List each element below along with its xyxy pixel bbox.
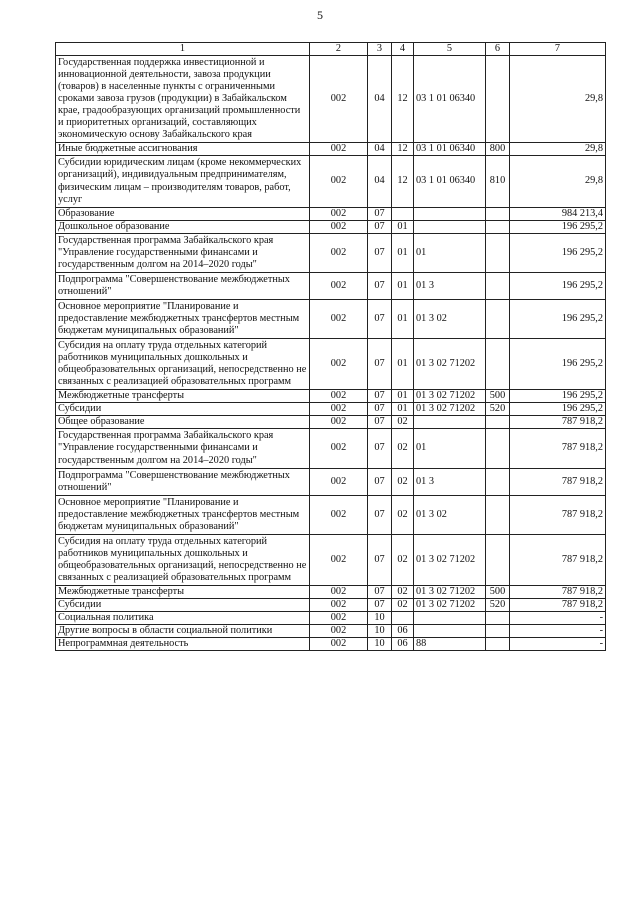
amount: 196 295,2 bbox=[510, 339, 606, 390]
ministry-code: 002 bbox=[310, 207, 368, 220]
target-article-code bbox=[414, 625, 486, 638]
header-cell: 5 bbox=[414, 43, 486, 56]
subsection-code: 02 bbox=[392, 599, 414, 612]
amount: 196 295,2 bbox=[510, 233, 606, 272]
page-number: 5 bbox=[317, 8, 323, 22]
subsection-code: 06 bbox=[392, 638, 414, 651]
amount: 984 213,4 bbox=[510, 207, 606, 220]
subsection-code: 01 bbox=[392, 299, 414, 338]
subsection-code: 02 bbox=[392, 585, 414, 598]
expense-type-code bbox=[486, 612, 510, 625]
subsection-code: 06 bbox=[392, 625, 414, 638]
ministry-code: 002 bbox=[310, 156, 368, 207]
table-row bbox=[56, 299, 606, 338]
expense-type-code bbox=[486, 468, 510, 495]
section-code: 07 bbox=[368, 416, 392, 429]
section-code: 07 bbox=[368, 207, 392, 220]
amount: 787 918,2 bbox=[510, 599, 606, 612]
ministry-code: 002 bbox=[310, 233, 368, 272]
section-code: 07 bbox=[368, 429, 392, 468]
subsection-code: 01 bbox=[392, 390, 414, 403]
subsection-code: 01 bbox=[392, 272, 414, 299]
row-name: Социальная политика bbox=[56, 612, 310, 625]
header-cell: 6 bbox=[486, 43, 510, 56]
ministry-code: 002 bbox=[310, 585, 368, 598]
amount: 787 918,2 bbox=[510, 416, 606, 429]
row-name: Государственная программа Забайкальского края "Управление государственными финансами и государственным долгом на 2014–2020 годы" bbox=[56, 233, 310, 272]
table-row bbox=[56, 339, 606, 390]
ministry-code: 002 bbox=[310, 403, 368, 416]
ministry-code: 002 bbox=[310, 638, 368, 651]
expense-type-code bbox=[486, 416, 510, 429]
row-name: Субсидии bbox=[56, 403, 310, 416]
table-row bbox=[56, 207, 606, 220]
target-article-code bbox=[414, 220, 486, 233]
target-article-code bbox=[414, 207, 486, 220]
expense-type-code bbox=[486, 56, 510, 143]
table-row bbox=[56, 468, 606, 495]
target-article-code: 01 3 02 bbox=[414, 299, 486, 338]
section-code: 07 bbox=[368, 339, 392, 390]
amount: 196 295,2 bbox=[510, 390, 606, 403]
section-code: 04 bbox=[368, 156, 392, 207]
table-row bbox=[56, 233, 606, 272]
table-row bbox=[56, 585, 606, 598]
expense-type-code bbox=[486, 625, 510, 638]
target-article-code: 03 1 01 06340 bbox=[414, 56, 486, 143]
amount: 787 918,2 bbox=[510, 429, 606, 468]
expense-type-code bbox=[486, 339, 510, 390]
amount: 196 295,2 bbox=[510, 403, 606, 416]
target-article-code: 01 3 02 71202 bbox=[414, 403, 486, 416]
subsection-code: 01 bbox=[392, 339, 414, 390]
subsection-code: 02 bbox=[392, 416, 414, 429]
target-article-code: 01 3 02 71202 bbox=[414, 599, 486, 612]
ministry-code: 002 bbox=[310, 339, 368, 390]
amount: 787 918,2 bbox=[510, 585, 606, 598]
amount: 196 295,2 bbox=[510, 272, 606, 299]
subsection-code bbox=[392, 612, 414, 625]
target-article-code: 01 3 02 71202 bbox=[414, 534, 486, 585]
section-code: 07 bbox=[368, 585, 392, 598]
expense-type-code bbox=[486, 272, 510, 299]
target-article-code: 01 3 02 bbox=[414, 495, 486, 534]
expense-type-code: 520 bbox=[486, 403, 510, 416]
budget-table bbox=[55, 42, 606, 651]
section-code: 07 bbox=[368, 403, 392, 416]
ministry-code: 002 bbox=[310, 220, 368, 233]
subsection-code: 12 bbox=[392, 156, 414, 207]
table-row bbox=[56, 56, 606, 143]
subsection-code: 02 bbox=[392, 495, 414, 534]
amount: 29,8 bbox=[510, 143, 606, 156]
row-name: Межбюджетные трансферты bbox=[56, 585, 310, 598]
row-name: Образование bbox=[56, 207, 310, 220]
row-name: Подпрограмма "Совершенствование межбюджетных отношений" bbox=[56, 272, 310, 299]
row-name: Основное мероприятие "Планирование и предоставление межбюджетных трансфертов местным бюджетам муниципальных образований" bbox=[56, 299, 310, 338]
table-row bbox=[56, 495, 606, 534]
table-row bbox=[56, 156, 606, 207]
row-name: Дошкольное образование bbox=[56, 220, 310, 233]
row-name: Государственная поддержка инвестиционной и инновационной деятельности, завоза продукции (товаров) в населенные пункты с ограниченными сроками завоза грузов (продукции) в Забайкальском крае, градообразующих организаций промышленности и приоритетных организаций, составляющих экономическую основу Забайкальского края bbox=[56, 56, 310, 143]
row-name: Субсидии bbox=[56, 599, 310, 612]
table-row bbox=[56, 612, 606, 625]
header-cell: 1 bbox=[56, 43, 310, 56]
header-cell: 7 bbox=[510, 43, 606, 56]
expense-type-code: 800 bbox=[486, 143, 510, 156]
ministry-code: 002 bbox=[310, 599, 368, 612]
target-article-code: 01 3 02 71202 bbox=[414, 390, 486, 403]
subsection-code: 01 bbox=[392, 403, 414, 416]
expense-type-code bbox=[486, 299, 510, 338]
expense-type-code: 500 bbox=[486, 585, 510, 598]
section-code: 10 bbox=[368, 638, 392, 651]
row-name: Общее образование bbox=[56, 416, 310, 429]
row-name: Субсидия на оплату труда отдельных категорий работников муниципальных дошкольных и общеобразовательных организаций, непосредственно не связанных с реализацией образовательных программ bbox=[56, 339, 310, 390]
amount: 787 918,2 bbox=[510, 495, 606, 534]
ministry-code: 002 bbox=[310, 416, 368, 429]
table-row bbox=[56, 403, 606, 416]
target-article-code: 03 1 01 06340 bbox=[414, 143, 486, 156]
target-article-code: 01 3 02 71202 bbox=[414, 339, 486, 390]
row-name: Субсидии юридическим лицам (кроме некоммерческих организаций), индивидуальным предпринимателям, физическим лицам – производителям товаров, работ, услуг bbox=[56, 156, 310, 207]
amount: 787 918,2 bbox=[510, 468, 606, 495]
section-code: 07 bbox=[368, 220, 392, 233]
section-code: 07 bbox=[368, 599, 392, 612]
subsection-code: 02 bbox=[392, 534, 414, 585]
ministry-code: 002 bbox=[310, 56, 368, 143]
table-row bbox=[56, 429, 606, 468]
table-row bbox=[56, 534, 606, 585]
table-row bbox=[56, 625, 606, 638]
target-article-code: 88 bbox=[414, 638, 486, 651]
row-name: Непрограммная деятельность bbox=[56, 638, 310, 651]
section-code: 04 bbox=[368, 143, 392, 156]
ministry-code: 002 bbox=[310, 299, 368, 338]
amount: 196 295,2 bbox=[510, 299, 606, 338]
expense-type-code: 520 bbox=[486, 599, 510, 612]
amount: 196 295,2 bbox=[510, 220, 606, 233]
subsection-code bbox=[392, 207, 414, 220]
row-name: Субсидия на оплату труда отдельных категорий работников муниципальных дошкольных и общеобразовательных организаций, непосредственно не связанных с реализацией образовательных программ bbox=[56, 534, 310, 585]
target-article-code bbox=[414, 612, 486, 625]
section-code: 04 bbox=[368, 56, 392, 143]
expense-type-code: 500 bbox=[486, 390, 510, 403]
target-article-code bbox=[414, 416, 486, 429]
target-article-code: 01 3 bbox=[414, 468, 486, 495]
row-name: Подпрограмма "Совершенствование межбюджетных отношений" bbox=[56, 468, 310, 495]
section-code: 07 bbox=[368, 272, 392, 299]
expense-type-code bbox=[486, 207, 510, 220]
row-name: Межбюджетные трансферты bbox=[56, 390, 310, 403]
subsection-code: 02 bbox=[392, 468, 414, 495]
header-cell: 2 bbox=[310, 43, 368, 56]
expense-type-code bbox=[486, 233, 510, 272]
ministry-code: 002 bbox=[310, 468, 368, 495]
section-code: 07 bbox=[368, 534, 392, 585]
ministry-code: 002 bbox=[310, 390, 368, 403]
expense-type-code bbox=[486, 429, 510, 468]
ministry-code: 002 bbox=[310, 272, 368, 299]
amount: 29,8 bbox=[510, 156, 606, 207]
subsection-code: 01 bbox=[392, 233, 414, 272]
header-row bbox=[56, 43, 606, 56]
row-name: Другие вопросы в области социальной политики bbox=[56, 625, 310, 638]
row-name: Иные бюджетные ассигнования bbox=[56, 143, 310, 156]
table-row bbox=[56, 599, 606, 612]
ministry-code: 002 bbox=[310, 429, 368, 468]
target-article-code: 01 bbox=[414, 233, 486, 272]
section-code: 07 bbox=[368, 299, 392, 338]
expense-type-code bbox=[486, 220, 510, 233]
amount: - bbox=[510, 638, 606, 651]
section-code: 07 bbox=[368, 468, 392, 495]
ministry-code: 002 bbox=[310, 143, 368, 156]
header-cell: 3 bbox=[368, 43, 392, 56]
expense-type-code bbox=[486, 495, 510, 534]
header-cell: 4 bbox=[392, 43, 414, 56]
amount: - bbox=[510, 625, 606, 638]
table-row bbox=[56, 143, 606, 156]
expense-type-code bbox=[486, 638, 510, 651]
table-row bbox=[56, 220, 606, 233]
ministry-code: 002 bbox=[310, 534, 368, 585]
expense-type-code bbox=[486, 534, 510, 585]
section-code: 07 bbox=[368, 233, 392, 272]
subsection-code: 12 bbox=[392, 143, 414, 156]
subsection-code: 12 bbox=[392, 56, 414, 143]
table-row bbox=[56, 638, 606, 651]
expense-type-code: 810 bbox=[486, 156, 510, 207]
target-article-code: 01 3 02 71202 bbox=[414, 585, 486, 598]
amount: - bbox=[510, 612, 606, 625]
section-code: 10 bbox=[368, 612, 392, 625]
row-name: Государственная программа Забайкальского края "Управление государственными финансами и государственным долгом на 2014–2020 годы" bbox=[56, 429, 310, 468]
ministry-code: 002 bbox=[310, 495, 368, 534]
amount: 787 918,2 bbox=[510, 534, 606, 585]
table-row bbox=[56, 272, 606, 299]
target-article-code: 01 3 bbox=[414, 272, 486, 299]
target-article-code: 01 bbox=[414, 429, 486, 468]
ministry-code: 002 bbox=[310, 612, 368, 625]
amount: 29,8 bbox=[510, 56, 606, 143]
subsection-code: 02 bbox=[392, 429, 414, 468]
section-code: 10 bbox=[368, 625, 392, 638]
section-code: 07 bbox=[368, 390, 392, 403]
table-row bbox=[56, 390, 606, 403]
ministry-code: 002 bbox=[310, 625, 368, 638]
subsection-code: 01 bbox=[392, 220, 414, 233]
target-article-code: 03 1 01 06340 bbox=[414, 156, 486, 207]
table-row bbox=[56, 416, 606, 429]
section-code: 07 bbox=[368, 495, 392, 534]
row-name: Основное мероприятие "Планирование и предоставление межбюджетных трансфертов местным бюджетам муниципальных образований" bbox=[56, 495, 310, 534]
